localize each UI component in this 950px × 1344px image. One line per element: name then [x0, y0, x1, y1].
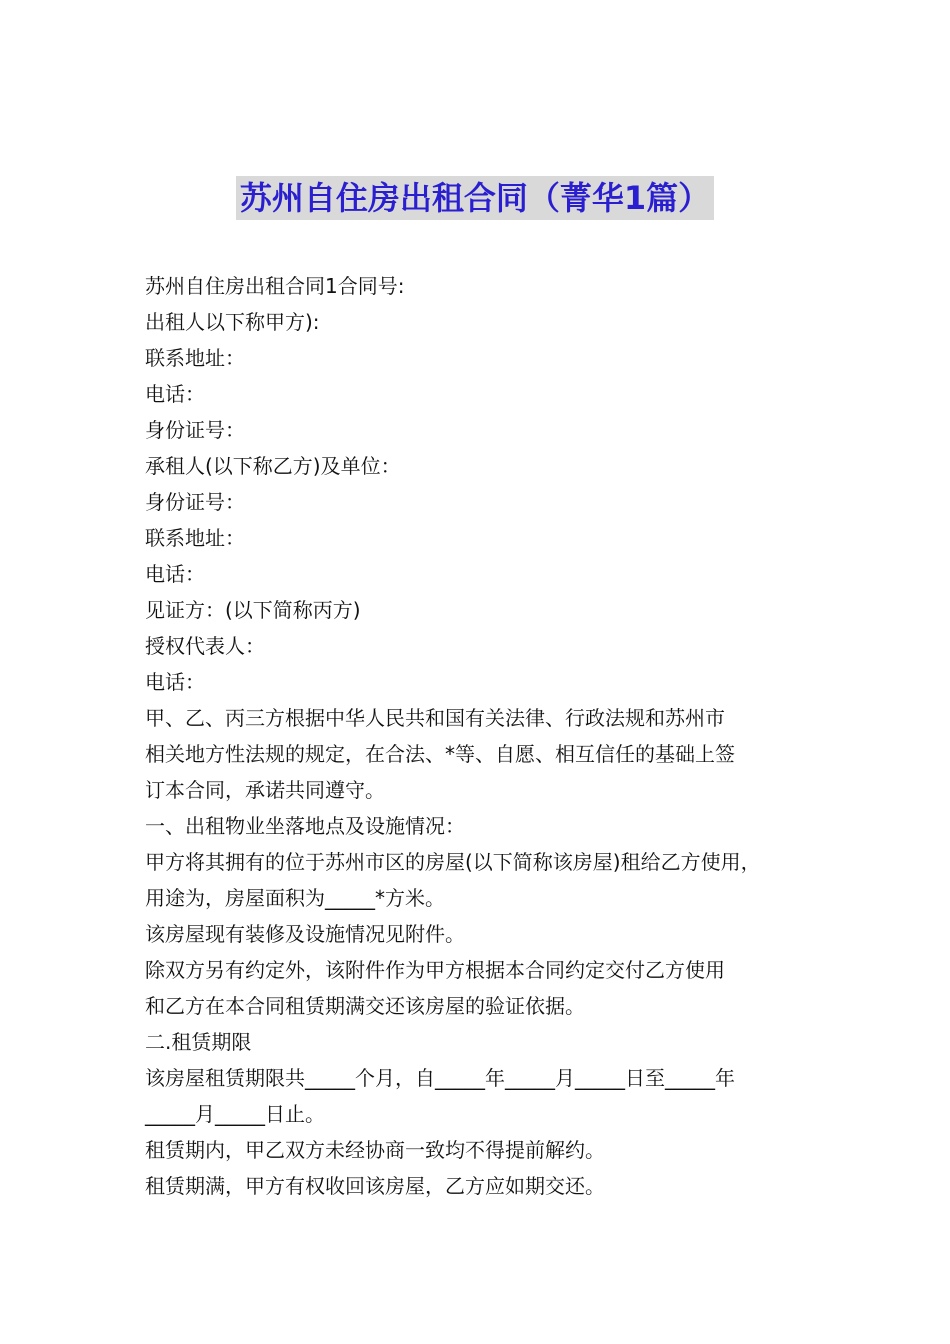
preamble-line-3: 订本合同，承诺共同遵守。	[145, 778, 385, 802]
section-1-line-5: 和乙方在本合同租赁期满交还该房屋的验证依据。	[145, 994, 585, 1018]
document-body	[145, 268, 815, 1204]
lessee-id-line: 身份证号：	[145, 490, 245, 514]
section-2-line-2: _____月_____日止。	[145, 1102, 325, 1126]
section-1-heading: 一、出租物业坐落地点及设施情况：	[145, 814, 465, 838]
section-1-line-4: 除双方另有约定外，该附件作为甲方根据本合同约定交付乙方使用	[145, 958, 725, 982]
lessee-address-line: 联系地址：	[145, 526, 245, 550]
section-2-line-4: 租赁期满，甲方有权收回该房屋，乙方应如期交还。	[145, 1174, 605, 1198]
preamble-line-2: 相关地方性法规的规定，在合法、*等、自愿、相互信任的基础上签	[145, 742, 735, 766]
section-1-line-2: 用途为，房屋面积为_____*方米。	[145, 886, 445, 910]
contract-number-line: 苏州自住房出租合同1合同号:	[145, 274, 405, 298]
witness-phone-line: 电话：	[145, 670, 205, 694]
lessor-phone-line: 电话：	[145, 382, 205, 406]
lessor-line: 出租人以下称甲方):	[145, 310, 320, 334]
lessor-id-line: 身份证号：	[145, 418, 245, 442]
section-1-line-1: 甲方将其拥有的位于苏州市区的房屋(以下简称该房屋)租给乙方使用，	[145, 850, 761, 874]
title-container	[0, 176, 950, 220]
authorized-rep-line: 授权代表人：	[145, 634, 265, 658]
section-2-heading: 二.租赁期限	[145, 1030, 252, 1054]
section-1-line-3: 该房屋现有装修及设施情况见附件。	[145, 922, 465, 946]
section-2-line-1: 该房屋租赁期限共_____个月，自_____年_____月_____日至_____年	[145, 1066, 735, 1090]
lessor-address-line: 联系地址：	[145, 346, 245, 370]
lessee-phone-line: 电话：	[145, 562, 205, 586]
lessee-line: 承租人(以下称乙方)及单位：	[145, 454, 401, 478]
document-title: 苏州自住房出租合同（菁华1篇）	[236, 176, 714, 220]
section-2-line-3: 租赁期内，甲乙双方未经协商一致均不得提前解约。	[145, 1138, 605, 1162]
witness-line: 见证方：(以下简称丙方)	[145, 598, 361, 622]
preamble-line-1: 甲、乙、丙三方根据中华人民共和国有关法律、行政法规和苏州市	[145, 706, 725, 730]
